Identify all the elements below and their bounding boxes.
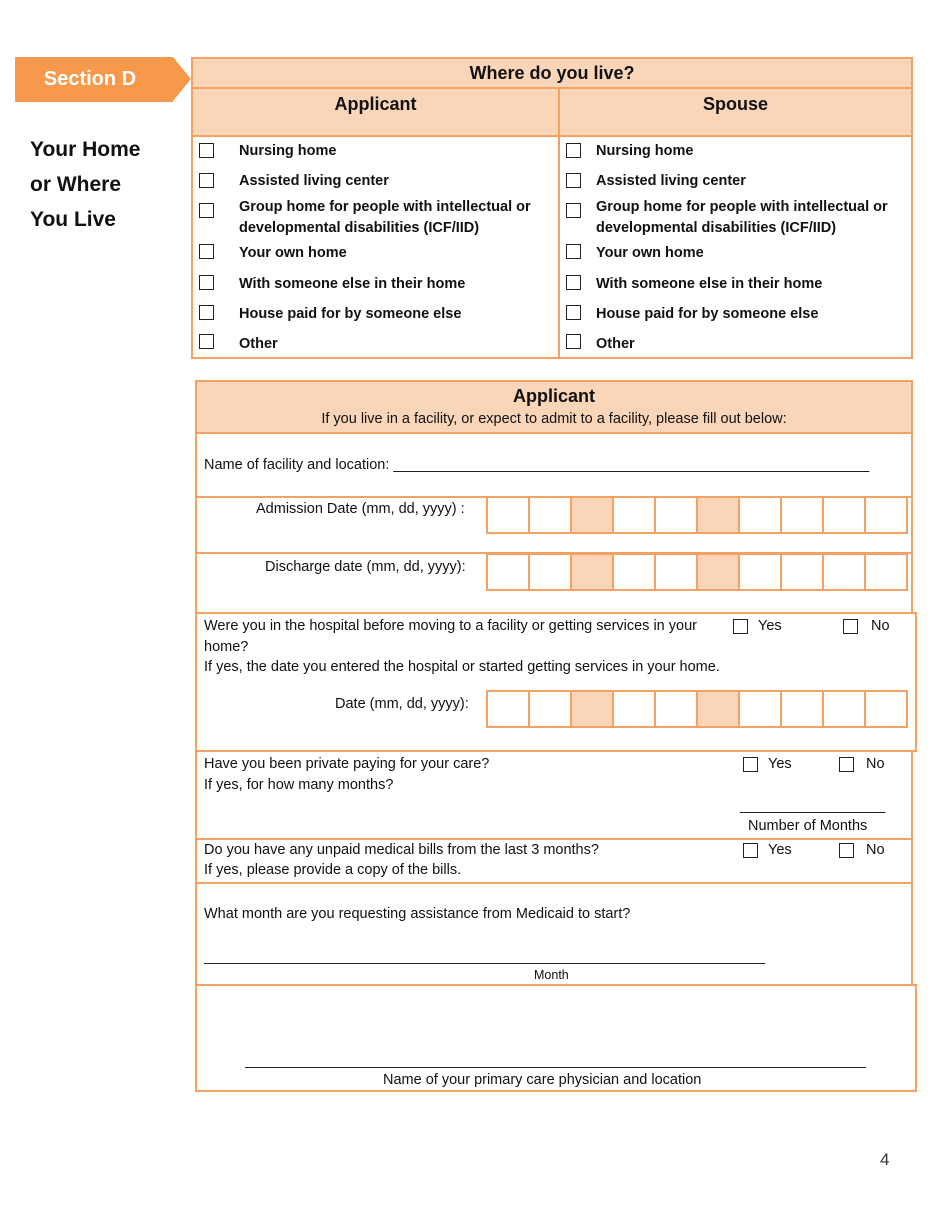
- unpaid-bills-yes-label: Yes: [768, 842, 792, 858]
- applicant-other-checkbox[interactable]: [199, 334, 214, 349]
- applicant-option-label: Other: [239, 336, 278, 352]
- section-side-title: [30, 132, 185, 237]
- discharge-date-boxes[interactable]: [486, 553, 908, 591]
- hospital-yes-label: Yes: [758, 618, 782, 634]
- applicant-someone-else-checkbox[interactable]: [199, 275, 214, 290]
- unpaid-bills-no-label: No: [866, 842, 885, 858]
- unpaid-bills-note: If yes, please provide a copy of the bills.: [204, 862, 462, 878]
- column-divider: [558, 89, 560, 359]
- hospital-question: Were you in the hospital before moving to a facility or getting services in your home?: [204, 618, 697, 655]
- page-number: 4: [880, 1150, 890, 1169]
- section-tab-arrow: [173, 57, 191, 101]
- applicant-option-label: Your own home: [239, 245, 347, 261]
- hospital-no-label: No: [871, 618, 890, 634]
- applicant-section-subtitle: If you live in a facility, or expect to admit to a facility, please fill out below:: [321, 411, 787, 427]
- side-title-line-3: You Live: [30, 208, 116, 231]
- unpaid-bills-yes-checkbox[interactable]: [743, 843, 758, 858]
- side-title-line-2: or Where: [30, 173, 122, 196]
- spouse-option-label: With someone else in their home: [596, 276, 823, 292]
- spouse-own-home-checkbox[interactable]: [566, 244, 581, 259]
- private-pay-no-label: No: [866, 756, 885, 772]
- spouse-group-home-checkbox[interactable]: [566, 203, 581, 218]
- applicant-option-label: Group home for people with intellectual or developmental disabilities (ICF/IID): [239, 199, 531, 236]
- hospital-date-boxes[interactable]: [486, 690, 908, 728]
- applicant-option-label: Nursing home: [239, 143, 337, 159]
- start-month-caption: Month: [534, 968, 569, 982]
- where-live-table: [191, 57, 913, 359]
- private-pay-note: If yes, for how many months?: [204, 777, 394, 793]
- start-month-question: What month are you requesting assistance from Medicaid to start?: [204, 906, 631, 922]
- where-live-title: Where do you live?: [193, 59, 911, 89]
- spouse-option-label: Group home for people with intellectual or developmental disabilities (ICF/IID): [596, 199, 888, 236]
- unpaid-bills-no-checkbox[interactable]: [839, 843, 854, 858]
- spouse-option-label: Assisted living center: [596, 173, 746, 189]
- hospital-no-checkbox[interactable]: [843, 619, 858, 634]
- side-title-line-1: Your Home: [30, 138, 141, 161]
- physician-input-line[interactable]: [245, 1067, 866, 1068]
- discharge-date-label: Discharge date (mm, dd, yyyy):: [265, 559, 466, 575]
- spouse-option-label: Other: [596, 336, 635, 352]
- spouse-option-label: Nursing home: [596, 143, 694, 159]
- months-caption: Number of Months: [748, 818, 868, 834]
- hospital-date-label: Date (mm, dd, yyyy):: [335, 696, 469, 712]
- applicant-assisted-living-checkbox[interactable]: [199, 173, 214, 188]
- applicant-option-label: With someone else in their home: [239, 276, 466, 292]
- months-input-line[interactable]: __________________: [740, 798, 886, 814]
- private-pay-yes-checkbox[interactable]: [743, 757, 758, 772]
- start-month-input-line[interactable]: [204, 963, 765, 964]
- applicant-option-label: House paid for by someone else: [239, 306, 462, 322]
- spouse-nursing-home-checkbox[interactable]: [566, 143, 581, 158]
- facility-field[interactable]: Name of facility and location: ___________________________________________________________: [204, 457, 870, 473]
- spouse-column-header: Spouse: [560, 89, 911, 137]
- private-pay-yes-label: Yes: [768, 756, 792, 772]
- physician-caption: Name of your primary care physician and location: [383, 1072, 702, 1088]
- private-pay-no-checkbox[interactable]: [839, 757, 854, 772]
- spouse-someone-else-checkbox[interactable]: [566, 275, 581, 290]
- section-tab: Section D: [15, 57, 173, 102]
- hospital-note: If yes, the date you entered the hospital or started getting services in your home.: [204, 659, 720, 675]
- spouse-house-paid-checkbox[interactable]: [566, 305, 581, 320]
- applicant-column-header: Applicant: [193, 89, 558, 137]
- applicant-nursing-home-checkbox[interactable]: [199, 143, 214, 158]
- applicant-own-home-checkbox[interactable]: [199, 244, 214, 259]
- unpaid-bills-question: Do you have any unpaid medical bills from the last 3 months?: [204, 842, 599, 858]
- spouse-option-label: House paid for by someone else: [596, 306, 819, 322]
- spouse-assisted-living-checkbox[interactable]: [566, 173, 581, 188]
- hospital-yes-checkbox[interactable]: [733, 619, 748, 634]
- admission-date-label: Admission Date (mm, dd, yyyy) :: [256, 501, 465, 517]
- applicant-option-label: Assisted living center: [239, 173, 389, 189]
- applicant-group-home-checkbox[interactable]: [199, 203, 214, 218]
- applicant-section-header: [195, 380, 913, 434]
- spouse-option-label: Your own home: [596, 245, 704, 261]
- applicant-section-title: Applicant: [512, 386, 595, 406]
- spouse-other-checkbox[interactable]: [566, 334, 581, 349]
- applicant-house-paid-checkbox[interactable]: [199, 305, 214, 320]
- private-pay-question: Have you been private paying for your care?: [204, 756, 490, 772]
- admission-date-boxes[interactable]: [486, 496, 908, 534]
